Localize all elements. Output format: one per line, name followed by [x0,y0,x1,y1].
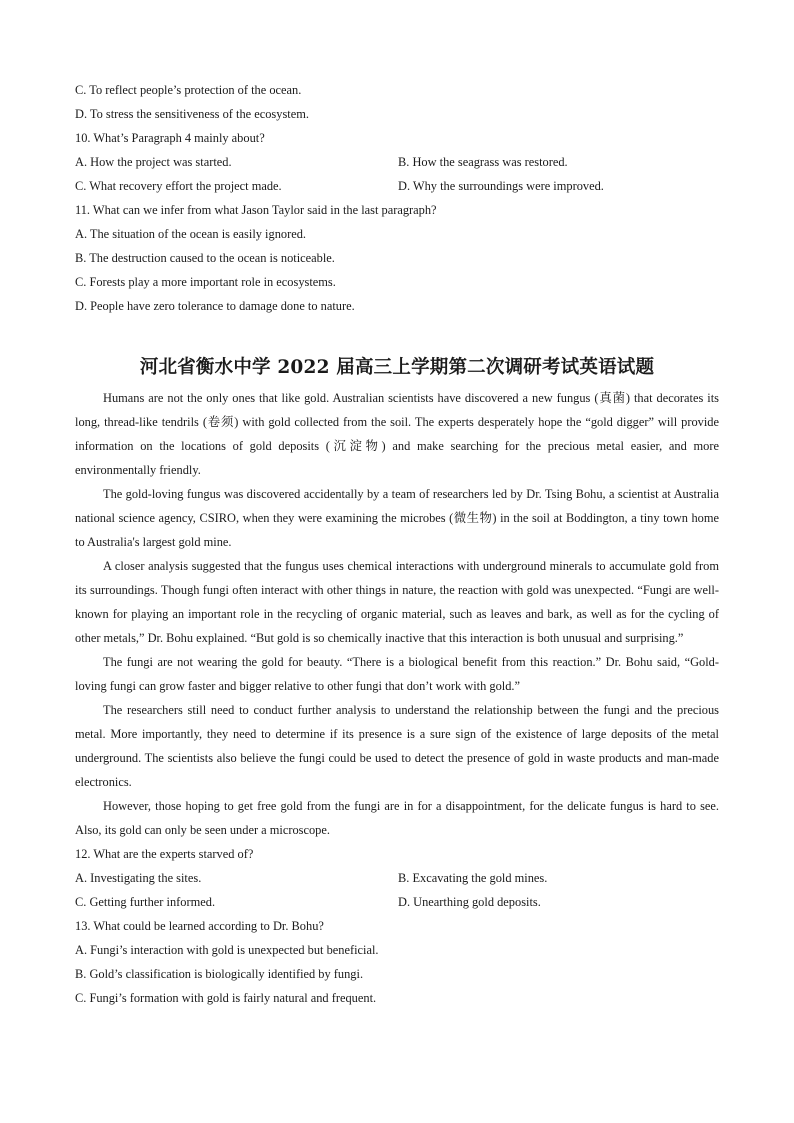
passage-paragraph-3: A closer analysis suggested that the fungus uses chemical interactions with underground minerals to accumulate gold from its surroundings. Though fungi often interact with other things in nature, the reaction with gold was unexpected. “Fungi are well-known for playing an important role in the recycling of organic material, such as leaves and bark, as well as for the cycling of other metals,” Dr. Bohu explained. “But gold is so chemically inactive that this interaction is both unusual and surprising.” [75,559,719,645]
passage-paragraph-6: However, those hoping to get free gold from the fungi are in for a disappointment, for the delicate fungus is hard to see. Also, its gold can only be seen under a microscope. [75,799,719,837]
q10-option-d: D. Why the surroundings were improved. [398,179,604,193]
passage-paragraph-2: The gold-loving fungus was discovered accidentally by a team of researchers led by Dr. Tsing Bohu, a scientist at Australia national science agency, CSIRO, when they were examining the microbes (微生物) in the soil at Boddington, a tiny town home to Australia's largest gold mine. [75,487,719,549]
q11-stem: 11. What can we infer from what Jason Taylor said in the last paragraph? [75,203,437,217]
exam-page [75,78,719,1010]
q12-options-row-1 [75,866,719,890]
q13-option-c: C. Fungi’s formation with gold is fairly natural and frequent. [75,991,377,1005]
q12-option-b: B. Excavating the gold mines. [398,871,548,885]
q13-stem: 13. What could be learned according to Dr. Bohu? [75,919,324,933]
q11-option-c: C. Forests play a more important role in ecosystems. [75,275,336,289]
q10-option-a: A. How the project was started. [75,155,232,169]
passage-paragraph-4: The fungi are not wearing the gold for beauty. “There is a biological benefit from this reaction.” Dr. Bohu said, “Gold-loving fungi can grow faster and bigger relative to other fungi that don’t work with gold.” [75,655,719,693]
q10-stem: 10. What’s Paragraph 4 mainly about? [75,131,265,145]
q11-option-d: D. People have zero tolerance to damage done to nature. [75,299,355,313]
q10-options-row-1 [75,150,719,174]
passage-paragraph-1: Humans are not the only ones that like gold. Australian scientists have discovered a new fungus (真菌) that decorates its long, thread-like tendrils (卷须) with gold collected from the soil. The experts desperately hope the “gold digger” will provide information on the locations of gold deposits (沉淀物) and make searching for the precious metal easier, and more environmentally friendly. [75,391,719,477]
q10-option-b: B. How the seagrass was restored. [398,155,568,169]
q10-option-c: C. What recovery effort the project made. [75,179,282,193]
q12-option-d: D. Unearthing gold deposits. [398,895,541,909]
q9-option-c: C. To reflect people’s protection of the ocean. [75,83,302,97]
q13-option-b: B. Gold’s classification is biologically identified by fungi. [75,967,364,981]
q12-options-row-2 [75,890,719,914]
section-title: 河北省衡水中学 2022 届高三上学期第二次调研考试英语试题 [139,357,655,378]
q12-option-a: A. Investigating the sites. [75,871,202,885]
q12-option-c: C. Getting further informed. [75,895,216,909]
q10-options-row-2 [75,174,719,198]
passage-paragraph-5: The researchers still need to conduct further analysis to understand the relationship between the fungi and the precious metal. More importantly, they need to determine if its presence is a sure sign of the existence of large deposits of the metal underground. The scientists also believe the fungi could be used to detect the presence of gold in waste products and man-made electronics. [75,703,719,789]
q11-option-a: A. The situation of the ocean is easily ignored. [75,227,307,241]
q9-option-d: D. To stress the sensitiveness of the ecosystem. [75,107,309,121]
q12-stem: 12. What are the experts starved of? [75,847,254,861]
q13-option-a: A. Fungi’s interaction with gold is unexpected but beneficial. [75,943,379,957]
q11-option-b: B. The destruction caused to the ocean is noticeable. [75,251,335,265]
